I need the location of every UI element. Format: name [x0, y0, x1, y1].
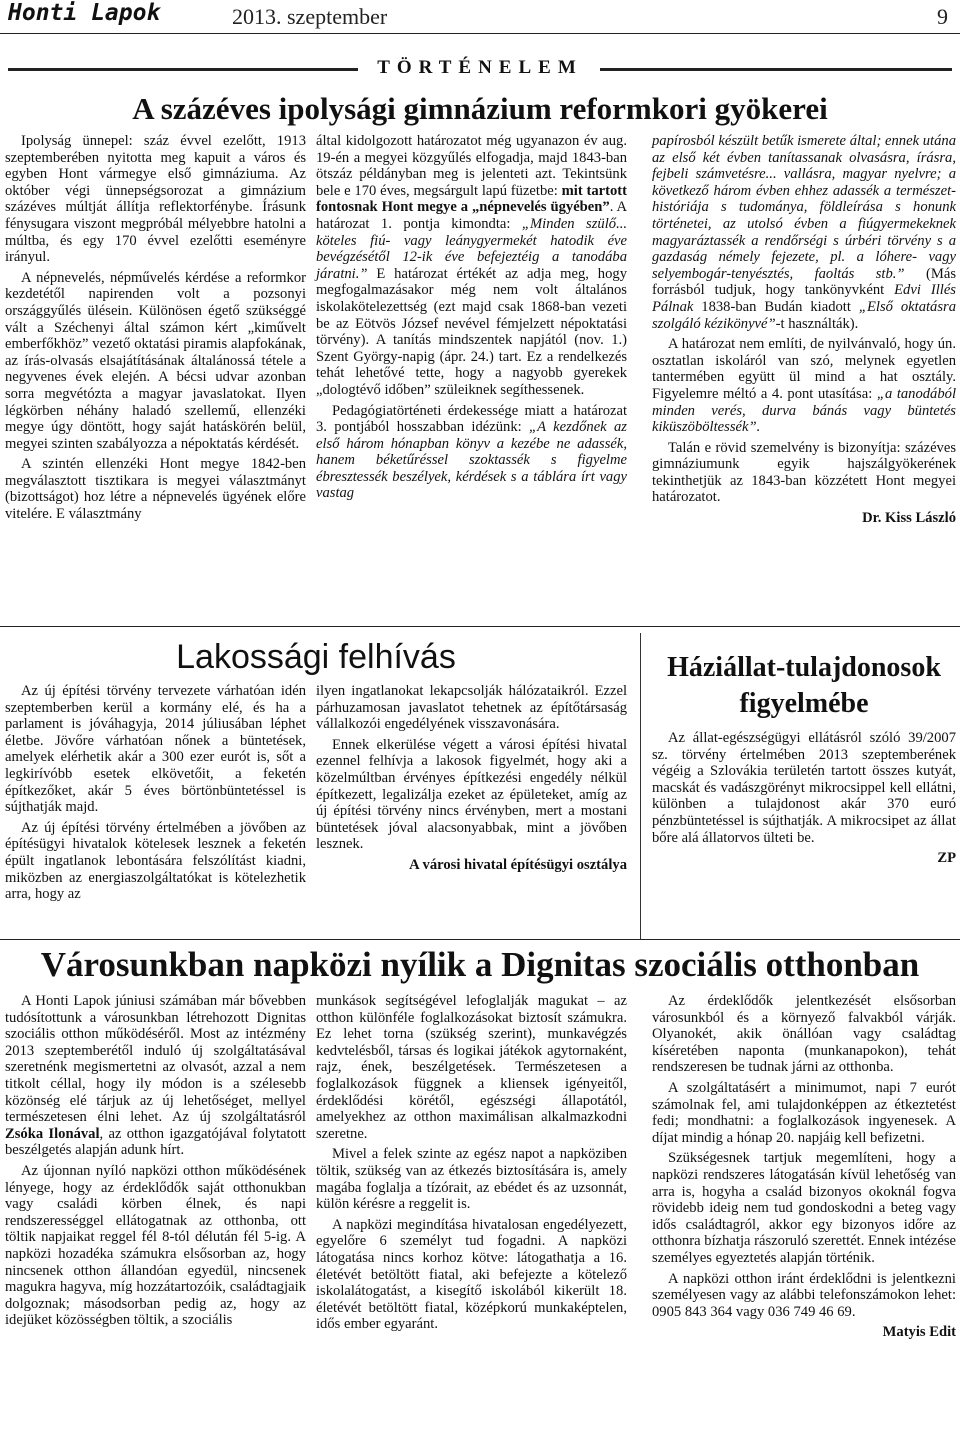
- article2-column-2: [316, 683, 627, 874]
- article4-paragraph: Az újonnan nyíló napközi otthon működésének lényege, hogy az érdeklődők saját otthonukban vagy családi körben élnek, és napi rendszerességgel ellátogatnak az otthonba, ott töltik napjaikat reggel fél 8-tól délután fél 5-ig. A napközi hozadéka számukra elsősorban az, hogy nincsenek otthon állandóan egyedül, nincsenek magukra hagyva, míg hozzátartozóik, családtagjaik dolgoznak; másodsorban pedig az, hogy az idejüket közösségben töltik, a szociális: [5, 1162, 306, 1329]
- article4-paragraph: Szükségesnek tartjuk megemlíteni, hogy a napközi rendszeres látogatásán kívül lehetőség van arra is, hogyha a család bizonyos okoknál fogva rövidebb ideig nem tud gondoskodni a beteg vagy idős családtagról, akkor egy bizonyos időre az otthonra bízhatja rászoruló szerettét. Ennek intézése személyes egyeztetés alapján történik.: [652, 1150, 956, 1266]
- article1-paragraph: A határozat nem említi, de nyilvánvaló, hogy ún. osztatlan iskoláról van szó, melynek egyetlen tantermében együtt ül mind a hat osztály. Figyelemre méltó a 4. pont utasítása: „a tanodából minden verés, durva bánás vagy büntetés kiküszöböltessék”.: [652, 336, 957, 436]
- article1-bottom-rule: [0, 626, 960, 627]
- article4-paragraph: A napközi otthon iránt érdeklődni is jelentkezni személyesen vagy az alábbi telefonszámokon lehet: 0905 843 364 vagy 036 749 46 69.: [652, 1270, 956, 1320]
- article1-author: Dr. Kiss László: [862, 510, 956, 527]
- article2-paragraph: Az új építési törvény tervezete várhatóan idén szeptemberben kerül a kormány elé, és ha a parlament is jóváhagyja, 2014 júliusában léphet életbe. Jövőre várhatóan nőnek a büntetések, amelyek elérhetik akár a 300 ezer eurót is, sőt a legkirívóbb esetek elkövetőit, a feketén építkezőket, akár 5 éves börtönbüntetéssel is sújthatják majd.: [5, 683, 306, 816]
- header-rule: [0, 33, 960, 34]
- article4-column-2: [316, 993, 627, 1337]
- article4-paragraph: A szolgáltatásért a minimumot, napi 7 eurót számolnak fel, ami tulajdonképpen az étkeztetést fedi; mondhatni: a foglalkozások ingyenesek. A díjat mindig a hónap 20. napjáig kell befizetni.: [652, 1079, 956, 1146]
- article2-author: A városi hivatal építésügyi osztálya: [409, 856, 627, 873]
- issue-date: 2013. szeptember: [232, 4, 388, 29]
- article1-paragraph: A szintén ellenzéki Hont megye 1842-ben megválasztott tisztikara is megyei választmányt (bizottságot) hoz létre a népnevelés ügyének előre vitelére. E választmány: [5, 456, 306, 523]
- article1-paragraph: A népnevelés, népművelés kérdése a reformkor kezdetétől napirenden volt a pozsonyi országgyűlés ülésein. Különösen égető szükséggé vált a Széchenyi által számon kért „kiművelt emberfőkhöz” vezető oktatási piramis alapfokának, az írás-olvasás elsajátításának általánossá tétele a negyvenes évek elején. A bécsi udvar azonban sorra megvétózta a magyar javaslatokat. Ilyen légkörben néhány haladó szellemű, ellenzéki megye úgy döntött, hogy saját hatáskörén belül, megyei szinten szabályozza a népoktatás kérdését.: [5, 269, 306, 452]
- article3-author: ZP: [937, 850, 956, 867]
- section-title: TÖRTÉNELEM: [377, 57, 583, 78]
- article1-paragraph: által kidolgozott határozatot még ugyanazon év aug. 19-én a megyei közgyűlés elfogadja, majd 1843-ban ötszáz példányban meg is jelenteti azt. Tekintsünk bele e 170 éves, megsárgult lapú füzetbe: mit tartott fontosnak Hont megye a „népnevelés ügyében”. A határozat 1. pontja kimondta: „Minden szülő... köteles fiú- vagy leánygyermekét hatodik éve bevégzésétől 12-ik éve befejeztéig a tanodába járatni.” E határozat értékét az adja meg, hogy megfogalmazásakor még nem volt általános iskolakötelezettség (ezt majd csak 1868-ban vezeti be az Eötvös József nevével fémjelzett népoktatási törvény). A tanítás mindszentek napjától (nov. 1.) Szent György-napig (ápr. 24.) tart. Ez a rendelkezés tehát lehetővé tette, hogy a nagyobb gyerekek „dologtévő időben” szüleiknek segíthessenek.: [316, 133, 628, 398]
- article4-title: Városunkban napközi nyílik a Dignitas szociális otthonban: [40, 945, 920, 984]
- article1-title: A százéves ipolysági gimnázium reformkori gyökerei: [132, 91, 828, 126]
- article2-paragraph: Az új építési törvény értelmében a jövőben az építésügyi hivatalok kötelesek lesznek a feketén épült ingatlanok lebontására felszólítást kiadni, miközben az energiaszolgáltatókat is kötelezhetik arra, hogy az: [5, 819, 306, 903]
- column-divider: [640, 633, 641, 939]
- article3-body: [652, 730, 956, 867]
- article4-paragraph: munkások segítségével lefoglalják magukat – az otthon különféle foglalkozásokat biztosít számukra. Ez lehet torna (szükség szerint), munkavégzés kedvtelésből, társas és logikai játékok agytornaként, rajz, ének, beszélgetések. Természetesen a foglalkozások függnek a kliensek igényeitől, érdeklődési körétől, egészségi állapotától, amelyekhez az otthon maximálisan alkalmazkodni szeretne.: [316, 993, 627, 1142]
- article1-paragraph: Talán e rövid szemelvény is bizonyítja: százéves gimnáziumunk egyik hajszálgyökerének tekinthetjük az 1843-ban közzétett Hont megyei határozatot.: [652, 439, 956, 506]
- article1-column-2: [316, 133, 627, 506]
- article2-paragraph: Ennek elkerülése végett a városi építési hivatal ezennel felhívja a lakosok figyelmét, hogy aki a közelmúltban érvényes építkezési engedély nélkül építkezett, legalizálja ezeket az épületeket, amíg az új építési törvény nincs érvényben, mert a mostani büntetések jóval alacsonyabbak, mint a jövőben lesznek.: [316, 736, 627, 853]
- article4-paragraph: Mivel a felek szinte az egész napot a napköziben töltik, szükség van az étkezés biztosítására is, amely magába foglalja a tízórait, az ebédet és az uzsonnát, külön kérésre a reggelit is.: [316, 1146, 627, 1213]
- article4-column-1: [5, 993, 306, 1333]
- article3-title: Háziállat-tulajdonosok figyelmébe: [667, 652, 941, 719]
- article1-paragraph: Ipolyság ünnepel: száz évvel ezelőtt, 1913 szeptemberében nyitotta meg kapuit a város és egyben Hont vármegye első gimnáziuma. Az október végi ünnepségsorozat a gimnázium százéves múltját állítja reflektorfénybe. Írásunk fénysugara viszont megpróbál mélyebbre hatolni a múltba, és egy 170 évvel ezelőtti eseményre irányul.: [5, 133, 306, 266]
- article2-bottom-rule: [0, 939, 960, 940]
- page-number: 9: [937, 4, 948, 29]
- article2-paragraph: ilyen ingatlanokat lekapcsolják hálózataikról. Ezzel párhuzamosan javaslatot tehetnek az építőtársaság vállalkozói engedélyének visszavonására.: [316, 683, 627, 733]
- article2-title: Lakossági felhívás: [176, 638, 456, 676]
- article4-paragraph: A napközi megindítása hivatalosan engedélyezett, egyelőre 6 személyt tud fogadni. A napközi látogatása nincs korhoz kötve: látogathatja a 16. életévét betöltött fiatal, aki befejezte a kötelező iskolalátogatást, a kisegítő iskolából kikerült 18. életévét betöltött fiatal, középkorú munkaképtelen, idős ember egyaránt.: [316, 1216, 627, 1333]
- article4-author: Matyis Edit: [882, 1324, 956, 1341]
- masthead-title: Honti Lapok: [8, 0, 161, 26]
- article2-column-1: [5, 683, 306, 907]
- article3-paragraph: Az állat-egészségügyi ellátásról szóló 39/2007 sz. törvény értelmében 2013 szeptemberének végéig a Szlovákia területén tartott összes kutyát, macskát és vadászgörényt mikrocsippel kell ellátni, különben a tulajdonost akár 370 euró pénzbüntetéssel is sújthatják. A mikrocsipet az állat bőre alá állatorvos ülteti be.: [652, 730, 956, 846]
- article1-paragraph: Pedagógiatörténeti érdekessége miatt a határozat 3. pontjából hosszabban idézünk: „A kezdőnek az első három hónapban könyv a kezébe ne adassék, hanem béketűréssel szoktassék s figyelme ébresztessék beszélyek, kérdések s a táblára írt vagy vastag: [316, 402, 627, 502]
- article4-paragraph: A Honti Lapok júniusi számában már bővebben tudósítottunk a városunkban létrehozott Dignitas szociális otthon működéséről. Most az intézmény 2013 szeptemberétől induló új szolgáltatásával szeretnénk megismertetni az olvasót, azzal a nem titkolt céllal, hogy ily módon is a szélesebb közönség elé tárjuk az új lehetőséget, mellyel természetesen élni lehet. Az új szolgáltatásról Zsóka Ilonával, az otthon igazgatójával folytatott beszélgetés alapján adunk hírt.: [5, 993, 306, 1159]
- article1-column-3: [652, 133, 956, 527]
- article1-column-1: [5, 133, 306, 527]
- article4-paragraph: Az érdeklődők jelentkezését elsősorban városunkból és a környező falvakból várják. Olyanokét, akik önállóan vagy családtag kíséretében naponta (munkanapokon), tehát rendszeresen be tudnak járni az otthonba.: [652, 993, 956, 1076]
- article4-column-3: [652, 993, 956, 1341]
- article1-paragraph: papírosból készült betűk ismerete által; ennek utána az első két évben tanítassanak olvasásra, írásra, fejbeli számvetésre... vallásra, magyar nyelvre; a következő három évben ehhez adassék a természet-históriája s tudománya, földleírása s honunk történetei, az utolsó évben a fiúgyermekeknek magyaráztassék a rendőrségi s úrbéri törvény s a gazdaság némely fejezete, pl. a lóhere- vagy selyembogár-tenyésztés, faoltás stb.” (Más forrásból tudjuk, hogy tankönyvként Edvi Illés Pálnak 1838-ban Budán kiadott „Első oktatásra szolgáló kézikönyvé”-t használták).: [652, 133, 956, 332]
- section-rule-right: [600, 68, 952, 71]
